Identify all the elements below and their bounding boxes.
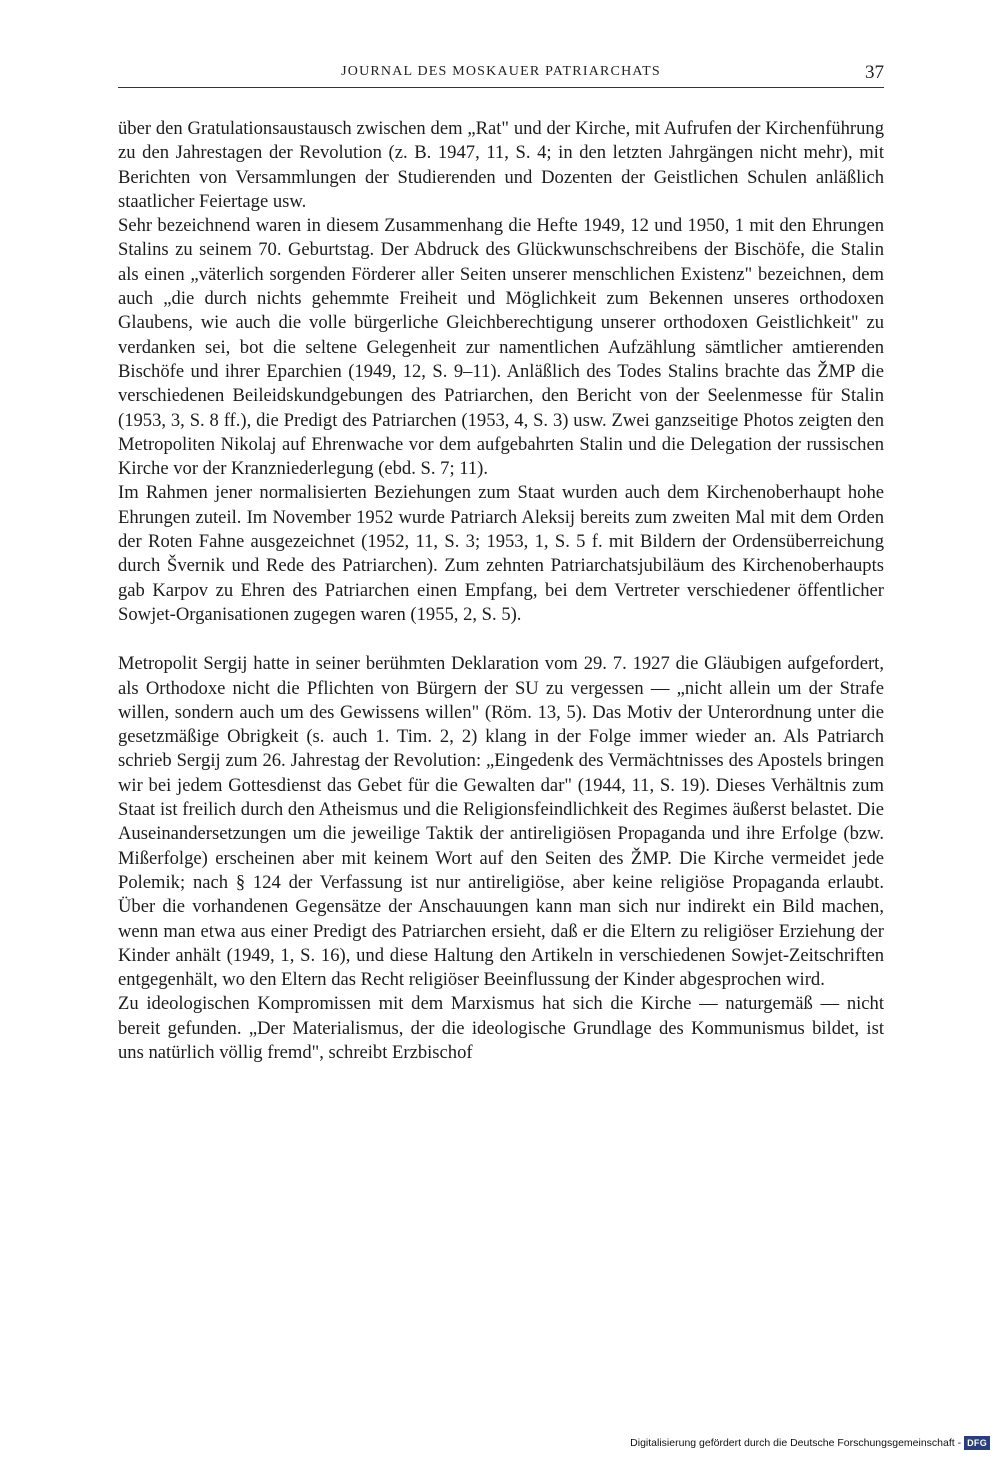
credit-text: Digitalisierung gefördert durch die Deutsche Forschungsgemeinschaft - xyxy=(630,1437,962,1449)
paragraph-2: Sehr bezeichnend waren in diesem Zusammenhang die Hefte 1949, 12 und 1950, 1 mit den Ehrungen Stalins zu seinem 70. Geburtstag. Der Abdruck des Glückwunschschreibens der Bischöfe, die Stalin als einen „väterlich sorgenden Förderer aller Seiten unserer menschlichen Existenz" bezeichnen, dem auch „die durch nichts gehemmte Freiheit und Möglichkeit zum Bekennen unseres orthodoxen Glaubens, wie auch die volle bürgerliche Gleichberechtigung unserer orthodoxen Geistlichkeit" zu verdanken sei, bot die seltene Gelegenheit zur namentlichen Aufzählung sämtlicher amtierenden Bischöfe und ihrer Eparchien (1949, 12, S. 9–11). Anläßlich des Todes Stalins brachte das ŽMP die verschiedenen Beileidskundgebungen des Patriarchen, den Bericht von der Seelenmesse für Stalin (1953, 3, S. 8 ff.), die Predigt des Patriarchen (1953, 4, S. 3) usw. Zwei ganzseitige Photos zeigten den Metropoliten Nikolaj auf Ehrenwache vor dem aufgebahrten Stalin und die Delegation der russischen Kirche vor der Kranzniederlegung (ebd. S. 7; 11). xyxy=(118,215,884,480)
paragraph-3: Im Rahmen jener normalisierten Beziehungen zum Staat wurden auch dem Kirchenoberhaupt hohe Ehrungen zuteil. Im November 1952 wurde Patriarch Aleksij bereits zum zweiten Mal mit dem Orden der Roten Fahne ausgezeichnet (1952, 11, S. 3; 1953, 1, S. 5 f. mit Bildern der Ordensüberreichung durch Švernik und Rede des Patriarchen). Zum zehnten Patriarchatsjubiläum des Kirchenoberhaupts gab Karpov zu Ehren des Patriarchen einen Empfang, bei dem Vertreter verschiedener öffentlicher Sowjet-Organisationen zugegen waren (1955, 2, S. 5). xyxy=(118,482,884,625)
dfg-logo-icon: DFG xyxy=(964,1436,990,1450)
body-text xyxy=(118,117,884,1065)
running-header xyxy=(118,64,884,88)
paragraph-4: Metropolit Sergij hatte in seiner berühmten Deklaration vom 29. 7. 1927 die Gläubigen aufgefordert, als Orthodoxe nicht die Pflichten von Bürgern der SU zu vergessen — „nicht allein um der Strafe willen, sondern auch um des Gewissens willen" (Röm. 13, 5). Das Motiv der Unterordnung unter die gesetzmäßige Obrigkeit (s. auch 1. Tim. 2, 2) klang in der Folge immer wieder an. Als Patriarch schrieb Sergij zum 26. Jahrestag der Revolution: „Eingedenk des Vermächtnisses des Apostels bringen wir bei jedem Gottesdienst das Gebet für die Gewalten dar" (1944, 11, S. 19). Dieses Verhältnis zum Staat ist freilich durch den Atheismus und die Religionsfeindlichkeit des Regimes äußerst belastet. Die Auseinandersetzungen um die jeweilige Taktik der antireligiösen Propaganda und ihre Erfolge (bzw. Mißerfolge) erscheinen aber mit keinem Wort auf den Seiten des ŽMP. Die Kirche vermeidet jede Polemik; nach § 124 der Verfassung ist nur antireligiöse, aber keine religiöse Propaganda erlaubt. Über die vorhandenen Gegensätze der Anschauungen kann man sich nur indirekt ein Bild machen, wenn man etwa aus einer Predigt des Patriarchen ersieht, daß er die Eltern zu religiöser Erziehung der Kinder anhält (1949, 1, S. 16), und diese Haltung den Artikeln in verschiedenen Sowjet-Zeitschriften entgegenhält, wo den Eltern das Recht religiöser Beeinflussung der Kinder abgesprochen wird. xyxy=(118,653,884,991)
paragraph-1: über den Gratulationsaustausch zwischen dem „Rat" und der Kirche, mit Aufrufen der Kirchenführung zu den Jahrestagen der Revolution (z. B. 1947, 11, S. 4; in den letzten Jahrgängen nicht mehr), mit Berichten von Versammlungen der Studierenden und Dozenten der Geistlichen Schulen anläßlich staatlicher Feiertage usw. xyxy=(118,118,884,212)
paragraph-5: Zu ideologischen Kompromissen mit dem Marxismus hat sich die Kirche — naturgemäß — nicht bereit gefunden. „Der Materialismus, der die ideologische Grundlage des Kommunismus bildet, ist uns natürlich völlig fremd", schreibt Erzbischof xyxy=(118,993,884,1063)
page-number: 37 xyxy=(865,62,884,83)
header-rule xyxy=(118,87,884,88)
digitization-credit xyxy=(630,1435,990,1451)
running-title: JOURNAL DES MOSKAUER PATRIARCHATS xyxy=(341,64,661,79)
